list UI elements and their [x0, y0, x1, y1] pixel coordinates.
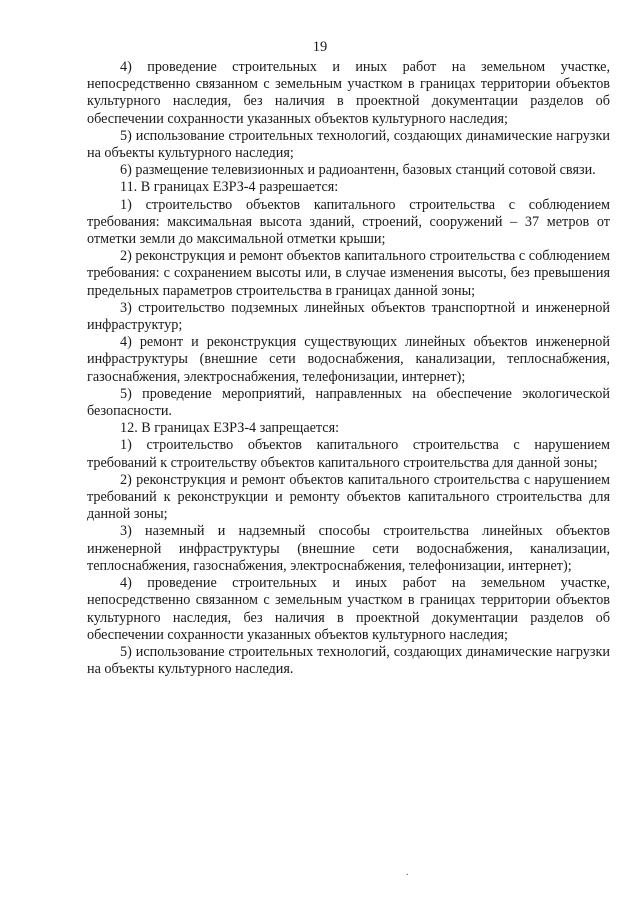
list-item: 2) реконструкция и ремонт объектов капитального строительства с нарушением требований к реконструкции и ремонту объектов капитального строительства для данной зоны;	[87, 471, 610, 523]
list-item: 4) проведение строительных и иных работ на земельном участке, непосредственно связанном с земельным участком в границах территории объектов культурного наследия, без наличия в проектной документации разделов об обеспечении сохранности указанных объектов культурного наследия;	[87, 575, 610, 643]
page-number: 19	[312, 39, 328, 55]
document-body	[87, 59, 610, 678]
list-item: 3) наземный и надземный способы строительства линейных объектов инженерной инфраструктуры (внешние сети водоснабжения, канализации, теплоснабжения, газоснабжения, электроснабжения, телефонизации, интернет);	[87, 523, 610, 574]
list-item: 1) строительство объектов капитального строительства с соблюдением требования: максимальная высота зданий, строений, сооружений – 37 метров от отметки земли до максимальной отметки крыши;	[87, 196, 610, 248]
list-item: 4) проведение строительных и иных работ на земельном участке, непосредственно связанном с земельным участком в границах территории объектов культурного наследия, без наличия в проектной документации разделов об обеспечении сохранности указанных объектов культурного наследия;	[87, 59, 610, 127]
list-item: 5) использование строительных технологий, создающих динамические нагрузки на объекты культурного наследия.	[87, 643, 610, 678]
list-item: 4) ремонт и реконструкция существующих линейных объектов инженерной инфраструктуры (внешние сети водоснабжения, канализации, теплоснабжения, газоснабжения, электроснабжения, телефонизации, интернет);	[87, 334, 610, 385]
list-item: 1) строительство объектов капитального строительства с нарушением требований к строительству объектов капитального строительства для данной зоны;	[87, 437, 610, 471]
footer-mark: .	[406, 867, 409, 878]
list-item: 5) использование строительных технологий, создающих динамические нагрузки на объекты культурного наследия;	[87, 127, 610, 162]
list-item: 5) проведение мероприятий, направленных на обеспечение экологической безопасности.	[87, 385, 610, 420]
list-item: 3) строительство подземных линейных объектов транспортной и инженерной инфраструктур;	[87, 299, 610, 334]
section-heading: 12. В границах ЕЗРЗ-4 запрещается:	[120, 420, 340, 437]
list-item: 2) реконструкция и ремонт объектов капитального строительства с соблюдением требования: с сохранением высоты или, в случае изменения высоты, без превышения предельных параметров строительства в границах данной зоны;	[87, 248, 610, 299]
section-heading: 11. В границах ЕЗРЗ-4 разрешается:	[120, 179, 339, 196]
list-item: 6) размещение телевизионных и радиоантенн, базовых станций сотовой связи.	[120, 162, 596, 179]
